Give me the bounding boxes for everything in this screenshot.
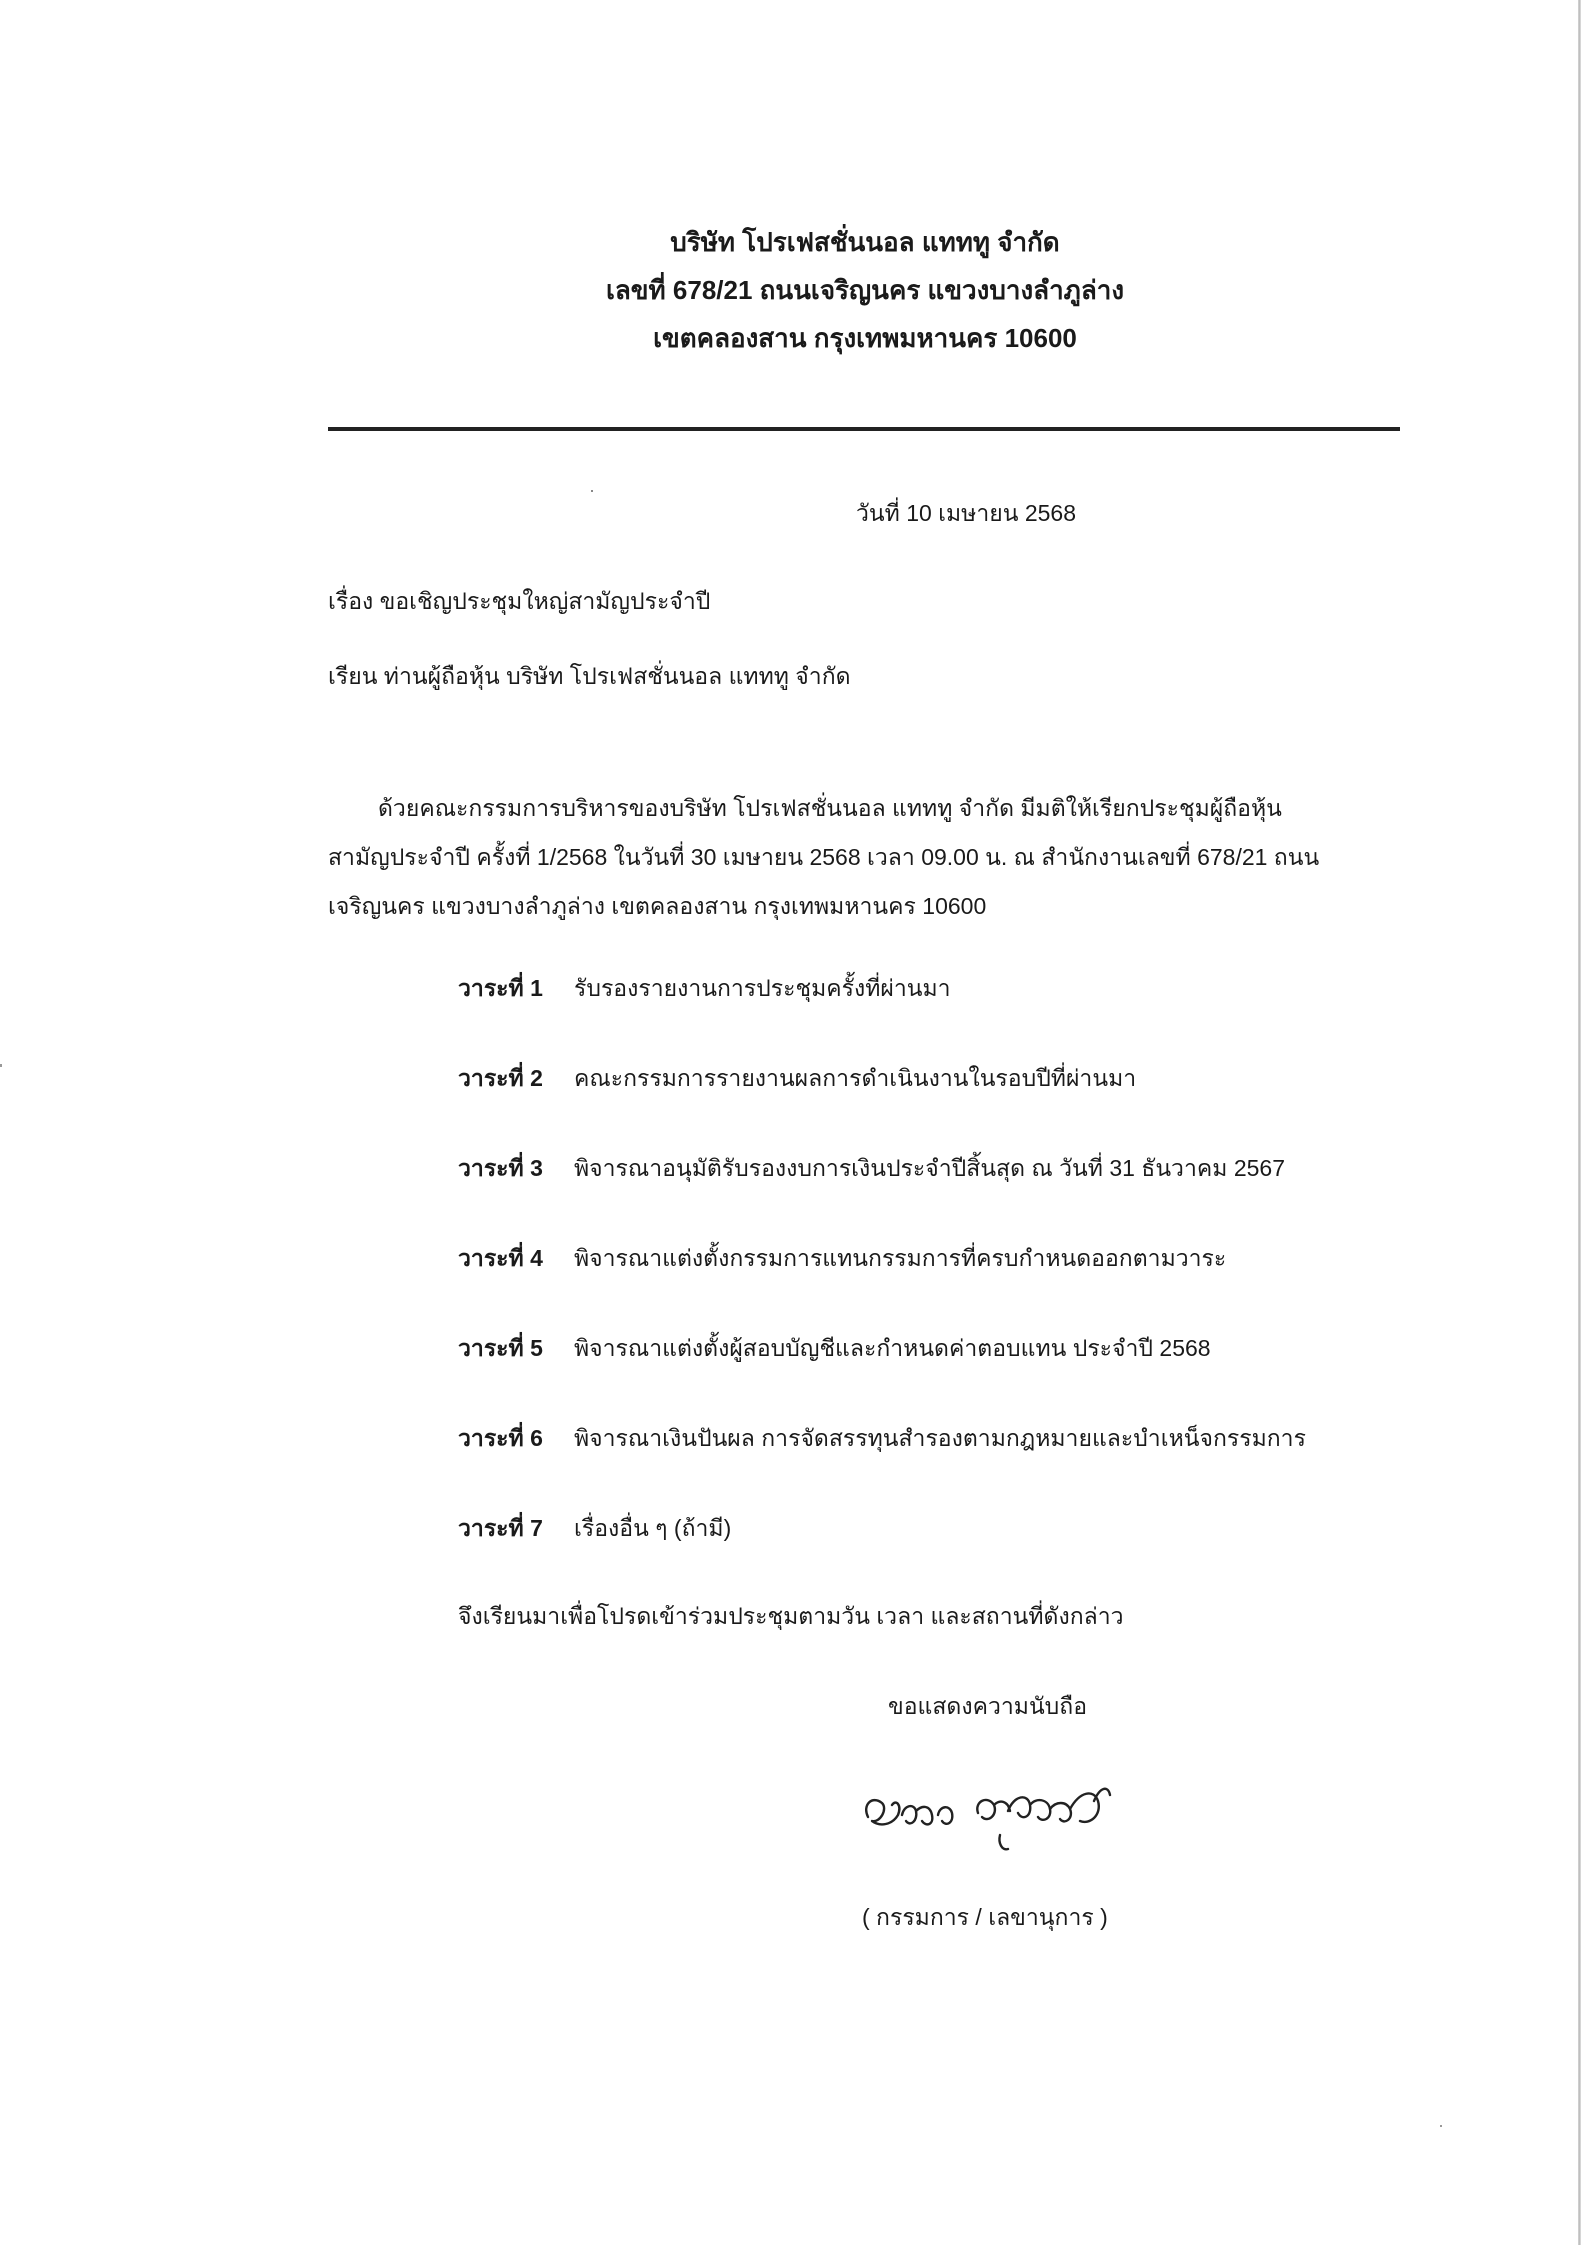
body-line-2: สามัญประจำปี ครั้งที่ 1/2568 ในวันที่ 30 เมษายน 2568 เวลา 09.00 น. ณ สำนักงานเลขที่ 678/21 ถนน — [328, 844, 1320, 870]
agenda-label: วาระที่ 3 — [458, 1155, 543, 1181]
complimentary-close: ขอแสดงความนับถือ — [888, 1693, 1088, 1719]
body-line-3: เจริญนคร แขวงบางลำภูล่าง เขตคลองสาน กรุงเทพมหานคร 10600 — [328, 893, 987, 919]
agenda-item — [458, 973, 951, 1003]
letter-body — [328, 784, 1402, 931]
agenda-text: คณะกรรมการรายงานผลการดำเนินงานในรอบปีที่ผ่านมา — [574, 1065, 1137, 1091]
letter-date: วันที่ 10 เมษายน 2568 — [856, 500, 1077, 526]
agenda-label: วาระที่ 6 — [458, 1425, 543, 1451]
agenda-text: พิจารณาอนุมัติรับรองงบการเงินประจำปีสิ้นสุด ณ วันที่ 31 ธันวาคม 2567 — [574, 1155, 1285, 1181]
scan-speck — [0, 1064, 2, 1067]
letter-recipient: เรียน ท่านผู้ถือหุ้น บริษัท โปรเฟสชั่นนอล แทททู จำกัด — [328, 663, 851, 689]
agenda-label: วาระที่ 5 — [458, 1335, 543, 1361]
agenda-text: รับรองรายงานการประชุมครั้งที่ผ่านมา — [574, 975, 951, 1001]
agenda-text: พิจารณาแต่งตั้งผู้สอบบัญชีและกำหนดค่าตอบแทน ประจำปี 2568 — [574, 1335, 1211, 1361]
agenda-item — [458, 1063, 1136, 1093]
agenda-item — [458, 1513, 731, 1543]
agenda-item — [458, 1423, 1306, 1453]
agenda-text: พิจารณาเงินปันผล การจัดสรรทุนสำรองตามกฎหมายและบำเหน็จกรรมการ — [574, 1425, 1306, 1451]
handwritten-signature — [858, 1775, 1118, 1865]
company-address-line1: เลขที่ 678/21 ถนนเจริญนคร แขวงบางลำภูล่าง — [605, 275, 1125, 305]
letter-subject: เรื่อง ขอเชิญประชุมใหญ่สามัญประจำปี — [328, 588, 711, 614]
signer-role: ( กรรมการ / เลขานุการ ) — [862, 1904, 1108, 1930]
agenda-item — [458, 1333, 1211, 1363]
scan-speck — [1440, 2125, 1442, 2127]
agenda-label: วาระที่ 4 — [458, 1245, 543, 1271]
agenda-text: เรื่องอื่น ๆ (ถ้ามี) — [574, 1515, 732, 1541]
company-address-line2: เขตคลองสาน กรุงเทพมหานคร 10600 — [653, 323, 1077, 353]
header-divider — [328, 427, 1400, 431]
agenda-label: วาระที่ 7 — [458, 1515, 543, 1541]
body-line-1: ด้วยคณะกรรมการบริหารของบริษัท โปรเฟสชั่นนอล แทททู จำกัด มีมติให้เรียกประชุมผู้ถือหุ้น — [378, 795, 1282, 821]
agenda-item — [458, 1243, 1226, 1273]
company-name: บริษัท โปรเฟสชั่นนอล แทททู จำกัด — [670, 227, 1060, 257]
scan-page-edge — [1578, 0, 1581, 2245]
agenda-label: วาระที่ 2 — [458, 1065, 543, 1091]
scan-speck — [591, 490, 593, 492]
agenda-text: พิจารณาแต่งตั้งกรรมการแทนกรรมการที่ครบกำหนดออกตามวาระ — [574, 1245, 1227, 1271]
agenda-item — [458, 1153, 1285, 1183]
closing-sentence: จึงเรียนมาเพื่อโปรดเข้าร่วมประชุมตามวัน เวลา และสถานที่ดังกล่าว — [458, 1603, 1124, 1629]
letterhead — [330, 222, 1400, 358]
agenda-label: วาระที่ 1 — [458, 975, 543, 1001]
